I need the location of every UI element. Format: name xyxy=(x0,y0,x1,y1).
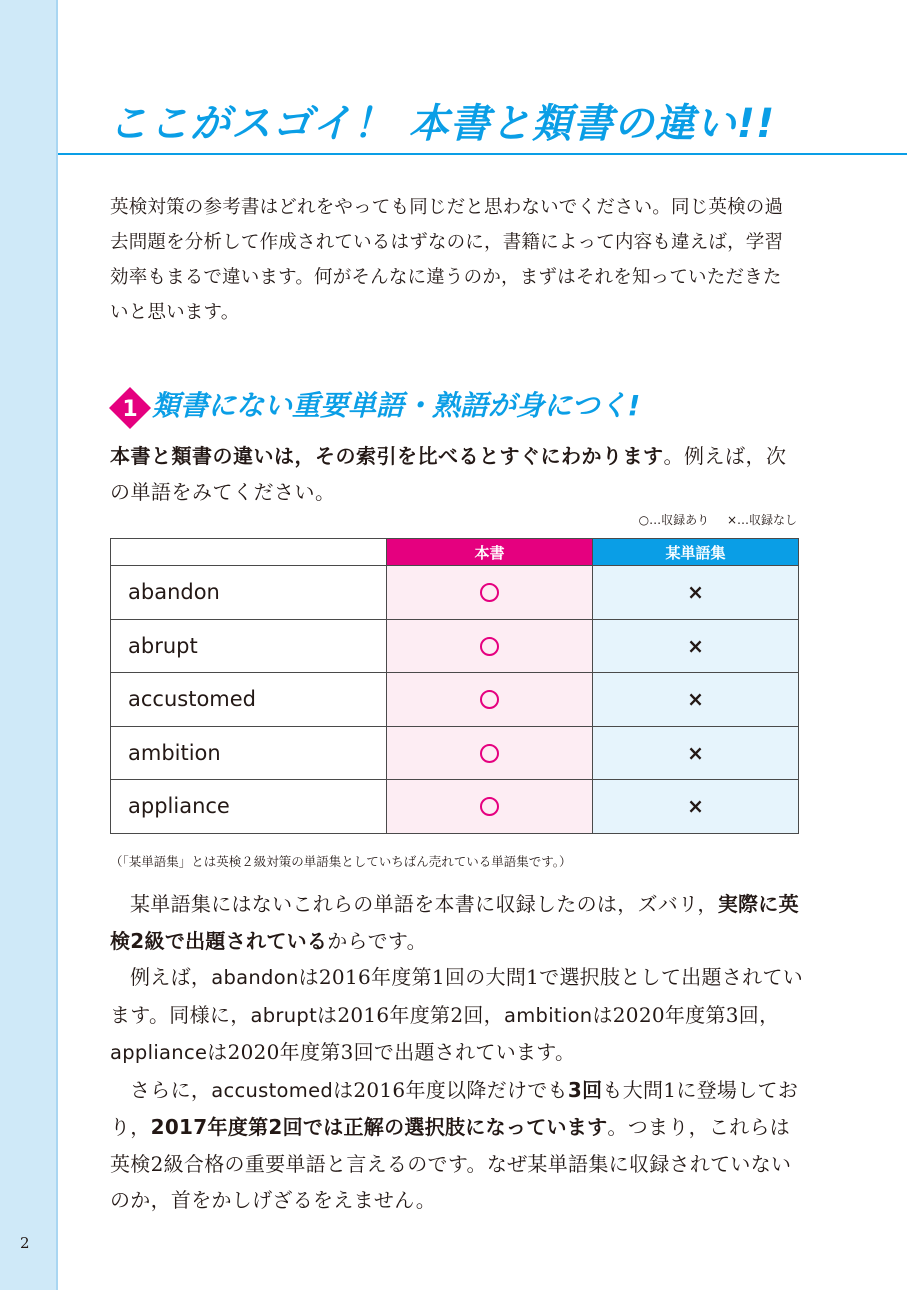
side-band xyxy=(0,0,58,1290)
body-text xyxy=(110,886,805,1219)
other-cell xyxy=(593,673,799,727)
p2-text2: は2016年度第1回の大問1で選択肢として出題されています。同様に， xyxy=(110,965,804,1027)
body-paragraph-3 xyxy=(110,1072,805,1219)
p3-word1: accustomed xyxy=(211,1078,334,1102)
side-band-edge xyxy=(56,0,58,1290)
other-cell xyxy=(593,619,799,673)
circle-mark-icon xyxy=(480,690,499,709)
table-row xyxy=(111,673,799,727)
table-legend xyxy=(625,511,797,528)
comparison-table xyxy=(110,538,799,834)
p3-text1: さらに， xyxy=(130,1077,212,1102)
p3-bold1: 3回 xyxy=(567,1077,603,1102)
word-cell: abandon xyxy=(111,566,387,620)
cross-mark: × xyxy=(687,740,704,765)
header-other-book: 某単語集 xyxy=(593,539,799,566)
cross-mark: × xyxy=(687,633,704,658)
book-cell xyxy=(387,566,593,620)
word-cell: ambition xyxy=(111,726,387,780)
word-cell: abrupt xyxy=(111,619,387,673)
p2-text4: は2020年度第3回， xyxy=(592,1002,780,1027)
p2-word2: abrupt xyxy=(250,1003,318,1027)
p2-text5: は2020年度第3回で出題されています。 xyxy=(207,1040,576,1064)
cross-mark: × xyxy=(687,794,704,819)
legend-have: ○…収録あり xyxy=(638,513,710,527)
p3-text4: 。つまり，これらは英検2級合格の重要単語と言えるのです。なぜ某単語集に収録されていないのか，首をかしげざるをえません。 xyxy=(110,1115,792,1212)
table-row xyxy=(111,780,799,834)
p3-bold2: 2017年度第2回では正解の選択肢になっています xyxy=(150,1115,608,1139)
body-paragraph-2 xyxy=(110,959,805,1072)
section-title: 類書にない重要単語・熟語が身につく! xyxy=(152,389,641,422)
p2-word1: abandon xyxy=(211,966,299,989)
table-header-row xyxy=(111,539,799,566)
cross-mark: × xyxy=(687,687,704,712)
page-number: 2 xyxy=(20,1234,30,1252)
p3-text2: は2016年度以降だけでも xyxy=(333,1077,568,1102)
table-note: （「某単語集」とは英検２級対策の単語集としていちばん売れている単語集です。） xyxy=(110,854,572,869)
diamond-number-icon xyxy=(108,386,152,430)
other-cell xyxy=(593,566,799,620)
body-paragraph-1 xyxy=(110,886,805,959)
intro-paragraph: 英検対策の参考書はどれをやっても同じだと思わないでください。同じ英検の過去問題を分析して作成されているはずなのに，書籍によって内容も違えば，学習効率もまるで違います。何がそんなに違うのか，まずはそれを知っていただきたいと思います。 xyxy=(110,197,784,323)
legend-not-have: ×…収録なし xyxy=(726,513,797,527)
header-this-book: 本書 xyxy=(387,539,593,566)
circle-mark-icon xyxy=(480,797,499,816)
p2-text3: は2016年度第2回， xyxy=(317,1002,504,1027)
circle-mark-icon xyxy=(480,637,499,656)
title-rule xyxy=(58,153,907,155)
book-cell xyxy=(387,726,593,780)
book-cell xyxy=(387,673,593,727)
lead-rest: 。例えば，次の単語をみてください。 xyxy=(110,444,787,504)
header-blank xyxy=(111,539,387,566)
book-cell xyxy=(387,619,593,673)
circle-mark-icon xyxy=(480,583,499,602)
table-row xyxy=(111,726,799,780)
book-cell xyxy=(387,780,593,834)
page-title: ここがスゴイ！ 本書と類書の違い!! xyxy=(108,101,776,147)
p1-text2: からです。 xyxy=(327,928,427,953)
circle-mark-icon xyxy=(480,744,499,763)
other-cell xyxy=(593,780,799,834)
word-cell: appliance xyxy=(111,780,387,834)
section-number: 1 xyxy=(122,397,138,422)
cross-mark: × xyxy=(687,580,704,605)
p2-text1: 例えば， xyxy=(130,965,212,989)
table-row xyxy=(111,619,799,673)
section-lead xyxy=(110,438,805,510)
table-row xyxy=(111,566,799,620)
p2-word4: appliance xyxy=(110,1041,208,1064)
word-cell: accustomed xyxy=(111,673,387,727)
p2-word3: ambition xyxy=(503,1003,593,1027)
p1-bold1: 実際に英検2級で出題されている xyxy=(110,892,799,953)
lead-bold: 本書と類書の違いは，その索引を比べるとすぐにわかります xyxy=(110,444,664,468)
p3-text3: も大問1に登場しており， xyxy=(110,1077,799,1139)
p1-text1: 某単語集にはないこれらの単語を本書に収録したのは，ズバリ， xyxy=(130,892,718,916)
other-cell xyxy=(593,726,799,780)
